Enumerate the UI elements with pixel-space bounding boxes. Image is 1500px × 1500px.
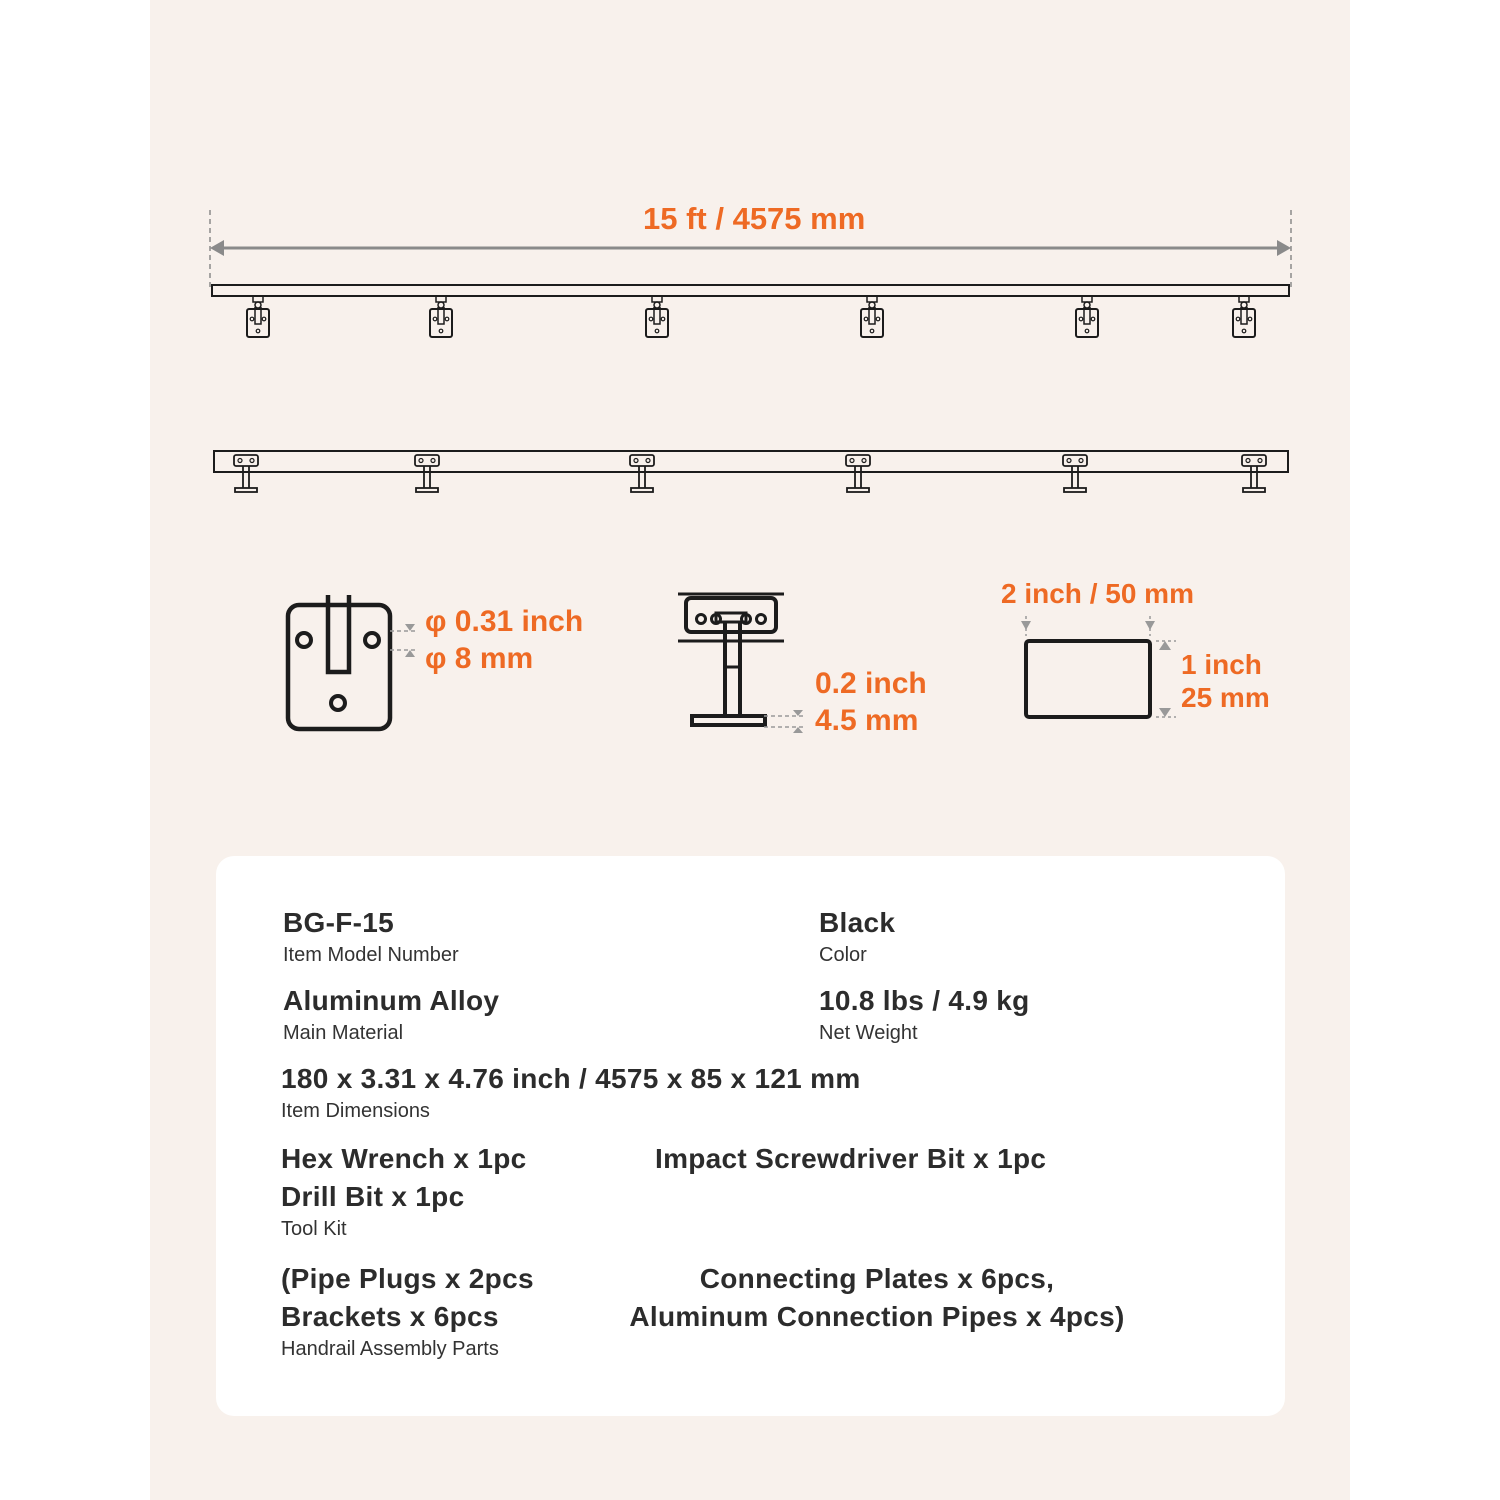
profile-height-label [1181, 648, 1270, 714]
spec-material-value: Aluminum Alloy [283, 985, 500, 1016]
tool-kit-item: Drill Bit x 1pc [281, 1181, 465, 1212]
spec-tool-kit [281, 1140, 527, 1242]
plate-thickness-mm: 4.5 mm [815, 704, 919, 737]
plate-thickness-arrows [762, 708, 812, 738]
spec-color-value: Black [819, 907, 896, 938]
tool-kit-item: Impact Screwdriver Bit x 1pc [655, 1143, 1047, 1174]
spec-dimensions [281, 1060, 861, 1124]
spec-model-value: BG-F-15 [283, 907, 394, 938]
spec-assembly-parts [281, 1260, 534, 1362]
spec-material-label: Main Material [283, 1022, 404, 1044]
spec-model [283, 904, 459, 968]
top-bracket-icon [430, 296, 452, 337]
spec-dimensions-label: Item Dimensions [281, 1100, 430, 1122]
hole-diameter-label [425, 603, 583, 677]
top-bracket-icon [646, 296, 668, 337]
side-bracket-icon [846, 455, 870, 492]
spec-weight-label: Net Weight [819, 1022, 918, 1044]
assembly-part-items-right [617, 1260, 1137, 1336]
hole-diameter-inch: φ 0.31 inch [425, 605, 584, 638]
handrail-top-view [0, 190, 1500, 550]
spec-dimensions-value: 180 x 3.31 x 4.76 inch / 4575 x 85 x 121 mm [281, 1063, 861, 1094]
side-view-brackets [234, 455, 1266, 492]
length-dimension-label: 15 ft / 4575 mm [643, 201, 866, 236]
assembly-part-item: Aluminum Connection Pipes x 4pcs) [629, 1301, 1125, 1332]
side-bracket-icon [630, 455, 654, 492]
assembly-part-item: (Pipe Plugs x 2pcs [281, 1263, 534, 1294]
side-bracket-icon [1063, 455, 1087, 492]
plate-thickness-inch: 0.2 inch [815, 667, 927, 700]
assembly-part-item: Connecting Plates x 6pcs, [699, 1263, 1055, 1294]
profile-width-label: 2 inch / 50 mm [1001, 578, 1194, 609]
side-bracket-icon [234, 455, 258, 492]
hole-diameter-mm: φ 8 mm [425, 642, 534, 675]
spec-model-label: Item Model Number [283, 944, 459, 966]
tool-kit-item: Hex Wrench x 1pc [281, 1143, 527, 1174]
tool-kit-item-right [655, 1140, 1046, 1178]
handrail-bar [212, 285, 1289, 296]
spec-material [283, 982, 499, 1046]
assembly-part-item: Brackets x 6pcs [281, 1301, 499, 1332]
top-bracket-icon [861, 296, 883, 337]
top-bracket-icon [247, 296, 269, 337]
spec-weight-value: 10.8 lbs / 4.9 kg [819, 985, 1030, 1016]
spec-color-label: Color [819, 944, 867, 966]
side-bracket-icon [415, 455, 439, 492]
spec-weight [819, 982, 1030, 1046]
profile-height-mm: 25 mm [1181, 682, 1270, 713]
spec-tool-kit-label: Tool Kit [281, 1218, 347, 1240]
top-bracket-icon [1233, 296, 1255, 337]
spec-color [819, 904, 895, 968]
top-bracket-icon [1076, 296, 1098, 337]
top-view-brackets [247, 296, 1255, 337]
plate-thickness-label [815, 665, 927, 739]
profile-height-inch: 1 inch [1181, 649, 1262, 680]
spec-assembly-label: Handrail Assembly Parts [281, 1338, 499, 1360]
handrail-side-bar [214, 451, 1288, 472]
connecting-plate-icon [280, 590, 410, 740]
rail-profile-icon [1010, 612, 1200, 732]
side-bracket-icon [1242, 455, 1266, 492]
